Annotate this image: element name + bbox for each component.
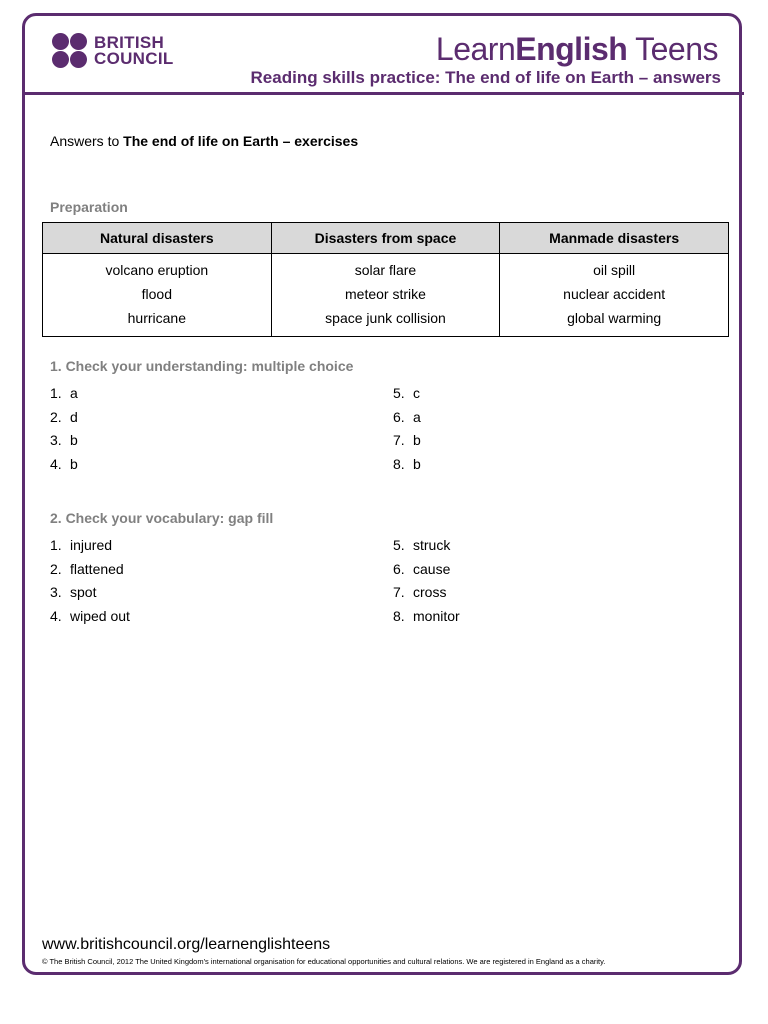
list-item bbox=[50, 453, 78, 477]
item-answer: b bbox=[413, 456, 421, 473]
list-item bbox=[393, 581, 460, 605]
cell-item: space junk collision bbox=[325, 310, 446, 326]
british-council-wordmark bbox=[94, 35, 174, 67]
page-frame bbox=[22, 13, 742, 975]
item-answer: b bbox=[70, 456, 78, 473]
item-answer: wiped out bbox=[70, 608, 130, 625]
item-answer: cause bbox=[413, 560, 451, 577]
item-number: 2. bbox=[50, 560, 62, 577]
footer-copyright: © The British Council, 2012 The United Kingdom's international organisation for educational opportunities and cultural relations. We are registered in England as a charity. bbox=[42, 957, 606, 966]
item-answer: a bbox=[413, 408, 421, 425]
cell-item: global warming bbox=[567, 310, 662, 326]
item-number: 3. bbox=[50, 584, 62, 601]
list-item bbox=[50, 429, 78, 453]
item-number: 8. bbox=[393, 456, 405, 473]
preparation-heading: Preparation bbox=[50, 199, 128, 215]
column-header: Natural disasters bbox=[43, 223, 272, 254]
table-cell bbox=[500, 254, 729, 337]
item-answer: spot bbox=[70, 584, 97, 601]
item-number: 4. bbox=[50, 608, 62, 625]
item-answer: struck bbox=[413, 537, 451, 553]
preparation-table bbox=[42, 222, 729, 337]
logo-learn: Learn bbox=[435, 31, 516, 67]
item-number: 8. bbox=[393, 608, 405, 625]
logo-english: English bbox=[515, 31, 628, 67]
section2-answers-right bbox=[393, 534, 460, 629]
list-item bbox=[50, 534, 130, 558]
item-answer: b bbox=[70, 432, 78, 449]
footer-url[interactable]: www.britishcouncil.org/learnenglishteens bbox=[42, 936, 331, 953]
column-header: Disasters from space bbox=[271, 223, 500, 254]
item-answer: a bbox=[70, 385, 78, 401]
list-item bbox=[393, 382, 421, 406]
item-number: 6. bbox=[393, 560, 405, 577]
item-number: 7. bbox=[393, 584, 405, 601]
section2-answers-left bbox=[50, 534, 130, 629]
item-number: 2. bbox=[50, 408, 62, 425]
item-answer: monitor bbox=[413, 608, 460, 625]
list-item bbox=[50, 382, 78, 406]
section1-heading: 1. Check your understanding: multiple choice bbox=[50, 358, 354, 374]
section1-answers-right bbox=[393, 382, 421, 477]
list-item bbox=[50, 558, 130, 582]
list-item bbox=[50, 581, 130, 605]
item-answer: b bbox=[413, 432, 421, 449]
list-item bbox=[393, 429, 421, 453]
item-answer: cross bbox=[413, 584, 447, 601]
item-number: 3. bbox=[50, 432, 62, 449]
intro-title: The end of life on Earth – exercises bbox=[123, 133, 359, 149]
item-answer: d bbox=[70, 408, 78, 425]
item-number: 1. bbox=[50, 537, 62, 553]
bc-logo-line1: BRITISH bbox=[94, 33, 165, 52]
cell-item: volcano eruption bbox=[105, 262, 209, 278]
list-item bbox=[393, 453, 421, 477]
column-header: Manmade disasters bbox=[500, 223, 729, 254]
cell-item: oil spill bbox=[593, 262, 636, 278]
section2-heading: 2. Check your vocabulary: gap fill bbox=[50, 510, 274, 526]
bc-logo-line2: COUNCIL bbox=[94, 49, 174, 68]
cell-item: nuclear accident bbox=[563, 286, 666, 302]
item-number: 6. bbox=[393, 408, 405, 425]
cell-item: meteor strike bbox=[345, 286, 426, 302]
item-number: 5. bbox=[393, 537, 405, 553]
item-answer: c bbox=[413, 385, 420, 401]
cell-item: hurricane bbox=[127, 310, 187, 326]
cell-item: solar flare bbox=[354, 262, 417, 278]
item-number: 7. bbox=[393, 432, 405, 449]
british-council-dots-icon bbox=[52, 33, 88, 69]
list-item bbox=[393, 605, 460, 629]
list-item bbox=[50, 406, 78, 430]
list-item bbox=[393, 558, 460, 582]
item-answer: injured bbox=[70, 537, 113, 553]
list-item bbox=[393, 406, 421, 430]
item-number: 4. bbox=[50, 456, 62, 473]
list-item bbox=[50, 605, 130, 629]
intro-line bbox=[50, 133, 358, 149]
table-cell bbox=[271, 254, 500, 337]
list-item bbox=[393, 534, 460, 558]
intro-prefix: Answers to bbox=[50, 133, 124, 149]
document-title: Reading skills practice: The end of life on Earth – answers bbox=[250, 68, 721, 87]
table-cell bbox=[43, 254, 272, 337]
section1-answers-left bbox=[50, 382, 78, 477]
item-answer: flattened bbox=[70, 560, 124, 577]
header-divider bbox=[24, 92, 744, 95]
item-number: 5. bbox=[393, 385, 405, 401]
british-council-logo bbox=[52, 33, 174, 69]
item-number: 1. bbox=[50, 385, 62, 401]
learnenglish-teens-logo bbox=[436, 31, 718, 68]
logo-teens: Teens bbox=[627, 31, 718, 67]
cell-item: flood bbox=[141, 286, 172, 302]
